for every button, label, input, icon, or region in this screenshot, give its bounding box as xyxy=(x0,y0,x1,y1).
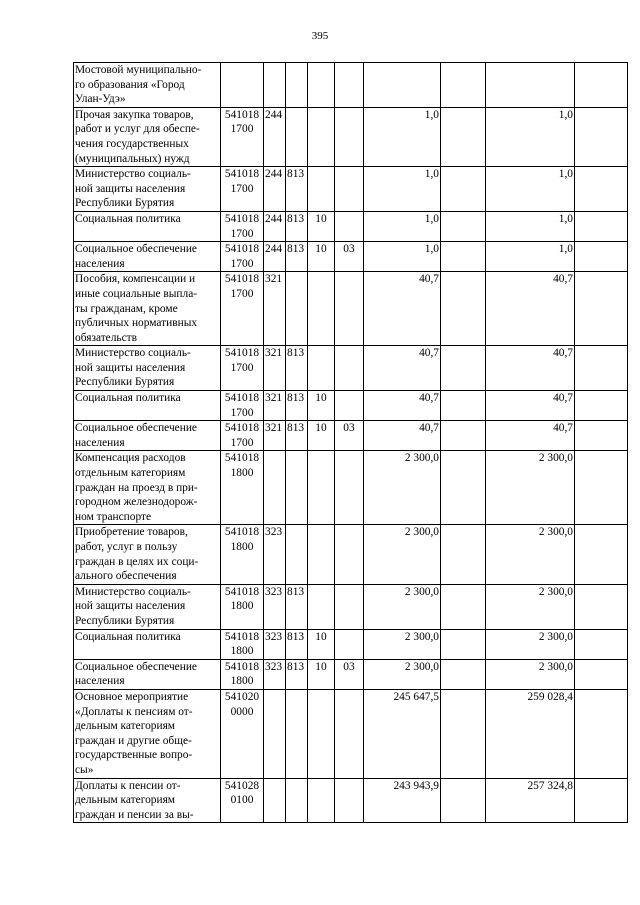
administrator-code-cell xyxy=(286,778,308,823)
target-article-cell: 541018 1800 xyxy=(221,659,264,689)
amount-year1-cell: 1,0 xyxy=(364,107,441,166)
empty-cell xyxy=(575,391,628,421)
subsection-cell xyxy=(335,778,364,823)
amount-year1-cell: 243 943,9 xyxy=(364,778,441,823)
amount-year2-cell xyxy=(486,63,575,108)
item-name-cell: Социальная политика xyxy=(74,391,221,421)
amount-year1-cell: 2 300,0 xyxy=(364,659,441,689)
administrator-code-cell xyxy=(286,451,308,525)
administrator-code-cell xyxy=(286,63,308,108)
item-name-cell: Социальное обеспечение населения xyxy=(74,421,221,451)
amount-year2-cell: 1,0 xyxy=(486,107,575,166)
item-name-cell: Социальная политика xyxy=(74,211,221,241)
item-name-cell: Доплаты к пенсии от- дельным категориям граждан и пенсии за вы- xyxy=(74,778,221,823)
item-name-cell: Министерство социаль- ной защиты населения Республики Бурятия xyxy=(74,346,221,391)
amount-year2-cell: 2 300,0 xyxy=(486,659,575,689)
amount-year2-cell: 1,0 xyxy=(486,167,575,212)
table-row xyxy=(74,421,628,451)
target-article-cell: 541018 1700 xyxy=(221,272,264,346)
subsection-cell xyxy=(335,629,364,659)
amount-year2-cell: 1,0 xyxy=(486,211,575,241)
table-row xyxy=(74,346,628,391)
target-article-cell: 541018 1700 xyxy=(221,107,264,166)
item-name-cell: Социальное обеспечение населения xyxy=(74,659,221,689)
budget-table xyxy=(73,62,628,823)
target-article-cell: 541020 0000 xyxy=(221,689,264,778)
subsection-cell xyxy=(335,63,364,108)
empty-cell xyxy=(575,629,628,659)
empty-cell xyxy=(441,629,486,659)
section-cell: 10 xyxy=(308,211,335,241)
amount-year2-cell: 40,7 xyxy=(486,272,575,346)
empty-cell xyxy=(441,391,486,421)
empty-cell xyxy=(575,659,628,689)
administrator-code-cell: 813 xyxy=(286,421,308,451)
expense-type-cell xyxy=(264,63,286,108)
item-name-cell: Министерство социаль- ной защиты населения Республики Бурятия xyxy=(74,167,221,212)
empty-cell xyxy=(441,211,486,241)
subsection-cell xyxy=(335,211,364,241)
table-row xyxy=(74,242,628,272)
item-name-cell: Мостовой муниципально- го образования «Город Улан-Удэ» xyxy=(74,63,221,108)
administrator-code-cell: 813 xyxy=(286,211,308,241)
administrator-code-cell xyxy=(286,272,308,346)
administrator-code-cell: 813 xyxy=(286,659,308,689)
amount-year1-cell: 1,0 xyxy=(364,167,441,212)
amount-year1-cell: 40,7 xyxy=(364,272,441,346)
empty-cell xyxy=(441,451,486,525)
amount-year2-cell: 1,0 xyxy=(486,242,575,272)
amount-year1-cell: 1,0 xyxy=(364,211,441,241)
section-cell xyxy=(308,525,335,584)
empty-cell xyxy=(575,63,628,108)
empty-cell xyxy=(575,167,628,212)
section-cell xyxy=(308,346,335,391)
budget-table-body xyxy=(74,63,628,823)
table-row xyxy=(74,167,628,212)
item-name-cell: Основное мероприятие «Доплаты к пенсиям от- дельным категориям граждан и другие обще- государственные вопро- сы» xyxy=(74,689,221,778)
table-row xyxy=(74,629,628,659)
amount-year1-cell: 40,7 xyxy=(364,391,441,421)
expense-type-cell: 321 xyxy=(264,272,286,346)
amount-year1-cell: 1,0 xyxy=(364,242,441,272)
subsection-cell xyxy=(335,107,364,166)
administrator-code-cell xyxy=(286,107,308,166)
expense-type-cell: 244 xyxy=(264,242,286,272)
table-row xyxy=(74,107,628,166)
subsection-cell xyxy=(335,346,364,391)
empty-cell xyxy=(441,242,486,272)
amount-year2-cell: 2 300,0 xyxy=(486,584,575,629)
section-cell: 10 xyxy=(308,391,335,421)
amount-year2-cell: 2 300,0 xyxy=(486,629,575,659)
item-name-cell: Пособия, компенсации и иные социальные выпла- ты гражданам, кроме публичных нормативных обязательств xyxy=(74,272,221,346)
subsection-cell xyxy=(335,689,364,778)
subsection-cell xyxy=(335,272,364,346)
empty-cell xyxy=(441,63,486,108)
table-row xyxy=(74,211,628,241)
empty-cell xyxy=(575,211,628,241)
expense-type-cell: 323 xyxy=(264,584,286,629)
table-row xyxy=(74,63,628,108)
subsection-cell xyxy=(335,584,364,629)
table-row xyxy=(74,659,628,689)
amount-year2-cell: 40,7 xyxy=(486,391,575,421)
table-row xyxy=(74,584,628,629)
administrator-code-cell: 813 xyxy=(286,584,308,629)
empty-cell xyxy=(441,525,486,584)
amount-year1-cell: 2 300,0 xyxy=(364,629,441,659)
section-cell: 10 xyxy=(308,629,335,659)
empty-cell xyxy=(575,525,628,584)
item-name-cell: Приобретение товаров, работ, услуг в пользу граждан в целях их соци- ального обеспечения xyxy=(74,525,221,584)
subsection-cell: 03 xyxy=(335,242,364,272)
subsection-cell xyxy=(335,391,364,421)
target-article-cell: 541018 1700 xyxy=(221,211,264,241)
empty-cell xyxy=(441,421,486,451)
table-row xyxy=(74,689,628,778)
page-number: 395 xyxy=(311,30,329,42)
amount-year2-cell: 2 300,0 xyxy=(486,451,575,525)
expense-type-cell xyxy=(264,689,286,778)
empty-cell xyxy=(575,778,628,823)
empty-cell xyxy=(575,346,628,391)
amount-year1-cell: 2 300,0 xyxy=(364,451,441,525)
administrator-code-cell xyxy=(286,525,308,584)
section-cell xyxy=(308,778,335,823)
target-article-cell: 541018 1700 xyxy=(221,167,264,212)
administrator-code-cell: 813 xyxy=(286,167,308,212)
expense-type-cell: 244 xyxy=(264,167,286,212)
section-cell: 10 xyxy=(308,659,335,689)
item-name-cell: Министерство социаль- ной защиты населения Республики Бурятия xyxy=(74,584,221,629)
table-row xyxy=(74,391,628,421)
administrator-code-cell xyxy=(286,689,308,778)
empty-cell xyxy=(441,659,486,689)
empty-cell xyxy=(441,778,486,823)
table-row xyxy=(74,778,628,823)
item-name-cell: Компенсация расходов отдельным категориям граждан на проезд в при- городном железнодорож- ном транспорте xyxy=(74,451,221,525)
administrator-code-cell: 813 xyxy=(286,346,308,391)
subsection-cell xyxy=(335,451,364,525)
empty-cell xyxy=(575,451,628,525)
section-cell xyxy=(308,272,335,346)
table-row xyxy=(74,525,628,584)
item-name-cell: Прочая закупка товаров, работ и услуг для обеспе- чения государственных (муниципальных) нужд xyxy=(74,107,221,166)
target-article-cell: 541018 1700 xyxy=(221,421,264,451)
empty-cell xyxy=(441,272,486,346)
empty-cell xyxy=(575,421,628,451)
target-article-cell xyxy=(221,63,264,108)
table-row xyxy=(74,451,628,525)
amount-year2-cell: 40,7 xyxy=(486,421,575,451)
expense-type-cell: 321 xyxy=(264,421,286,451)
expense-type-cell: 323 xyxy=(264,659,286,689)
empty-cell xyxy=(441,689,486,778)
table-row xyxy=(74,272,628,346)
amount-year2-cell: 40,7 xyxy=(486,346,575,391)
amount-year1-cell: 245 647,5 xyxy=(364,689,441,778)
amount-year1-cell: 40,7 xyxy=(364,346,441,391)
amount-year1-cell: 2 300,0 xyxy=(364,584,441,629)
item-name-cell: Социальная политика xyxy=(74,629,221,659)
section-cell: 10 xyxy=(308,242,335,272)
target-article-cell: 541018 1800 xyxy=(221,629,264,659)
subsection-cell xyxy=(335,167,364,212)
empty-cell xyxy=(575,689,628,778)
subsection-cell: 03 xyxy=(335,659,364,689)
target-article-cell: 541018 1700 xyxy=(221,346,264,391)
empty-cell xyxy=(575,272,628,346)
section-cell xyxy=(308,689,335,778)
expense-type-cell: 321 xyxy=(264,391,286,421)
target-article-cell: 541018 1800 xyxy=(221,451,264,525)
section-cell: 10 xyxy=(308,421,335,451)
empty-cell xyxy=(441,584,486,629)
empty-cell xyxy=(441,346,486,391)
expense-type-cell: 244 xyxy=(264,107,286,166)
target-article-cell: 541018 1700 xyxy=(221,391,264,421)
section-cell xyxy=(308,451,335,525)
target-article-cell: 541018 1800 xyxy=(221,584,264,629)
target-article-cell: 541028 0100 xyxy=(221,778,264,823)
target-article-cell: 541018 1800 xyxy=(221,525,264,584)
amount-year2-cell: 257 324,8 xyxy=(486,778,575,823)
administrator-code-cell: 813 xyxy=(286,242,308,272)
section-cell xyxy=(308,584,335,629)
section-cell xyxy=(308,107,335,166)
empty-cell xyxy=(575,242,628,272)
amount-year2-cell: 259 028,4 xyxy=(486,689,575,778)
section-cell xyxy=(308,63,335,108)
amount-year1-cell: 40,7 xyxy=(364,421,441,451)
amount-year2-cell: 2 300,0 xyxy=(486,525,575,584)
amount-year1-cell: 2 300,0 xyxy=(364,525,441,584)
expense-type-cell xyxy=(264,778,286,823)
expense-type-cell: 244 xyxy=(264,211,286,241)
administrator-code-cell: 813 xyxy=(286,391,308,421)
expense-type-cell xyxy=(264,451,286,525)
administrator-code-cell: 813 xyxy=(286,629,308,659)
expense-type-cell: 321 xyxy=(264,346,286,391)
amount-year1-cell xyxy=(364,63,441,108)
empty-cell xyxy=(441,167,486,212)
empty-cell xyxy=(575,584,628,629)
section-cell xyxy=(308,167,335,212)
target-article-cell: 541018 1700 xyxy=(221,242,264,272)
subsection-cell: 03 xyxy=(335,421,364,451)
empty-cell xyxy=(441,107,486,166)
expense-type-cell: 323 xyxy=(264,525,286,584)
empty-cell xyxy=(575,107,628,166)
expense-type-cell: 323 xyxy=(264,629,286,659)
subsection-cell xyxy=(335,525,364,584)
item-name-cell: Социальное обеспечение населения xyxy=(74,242,221,272)
